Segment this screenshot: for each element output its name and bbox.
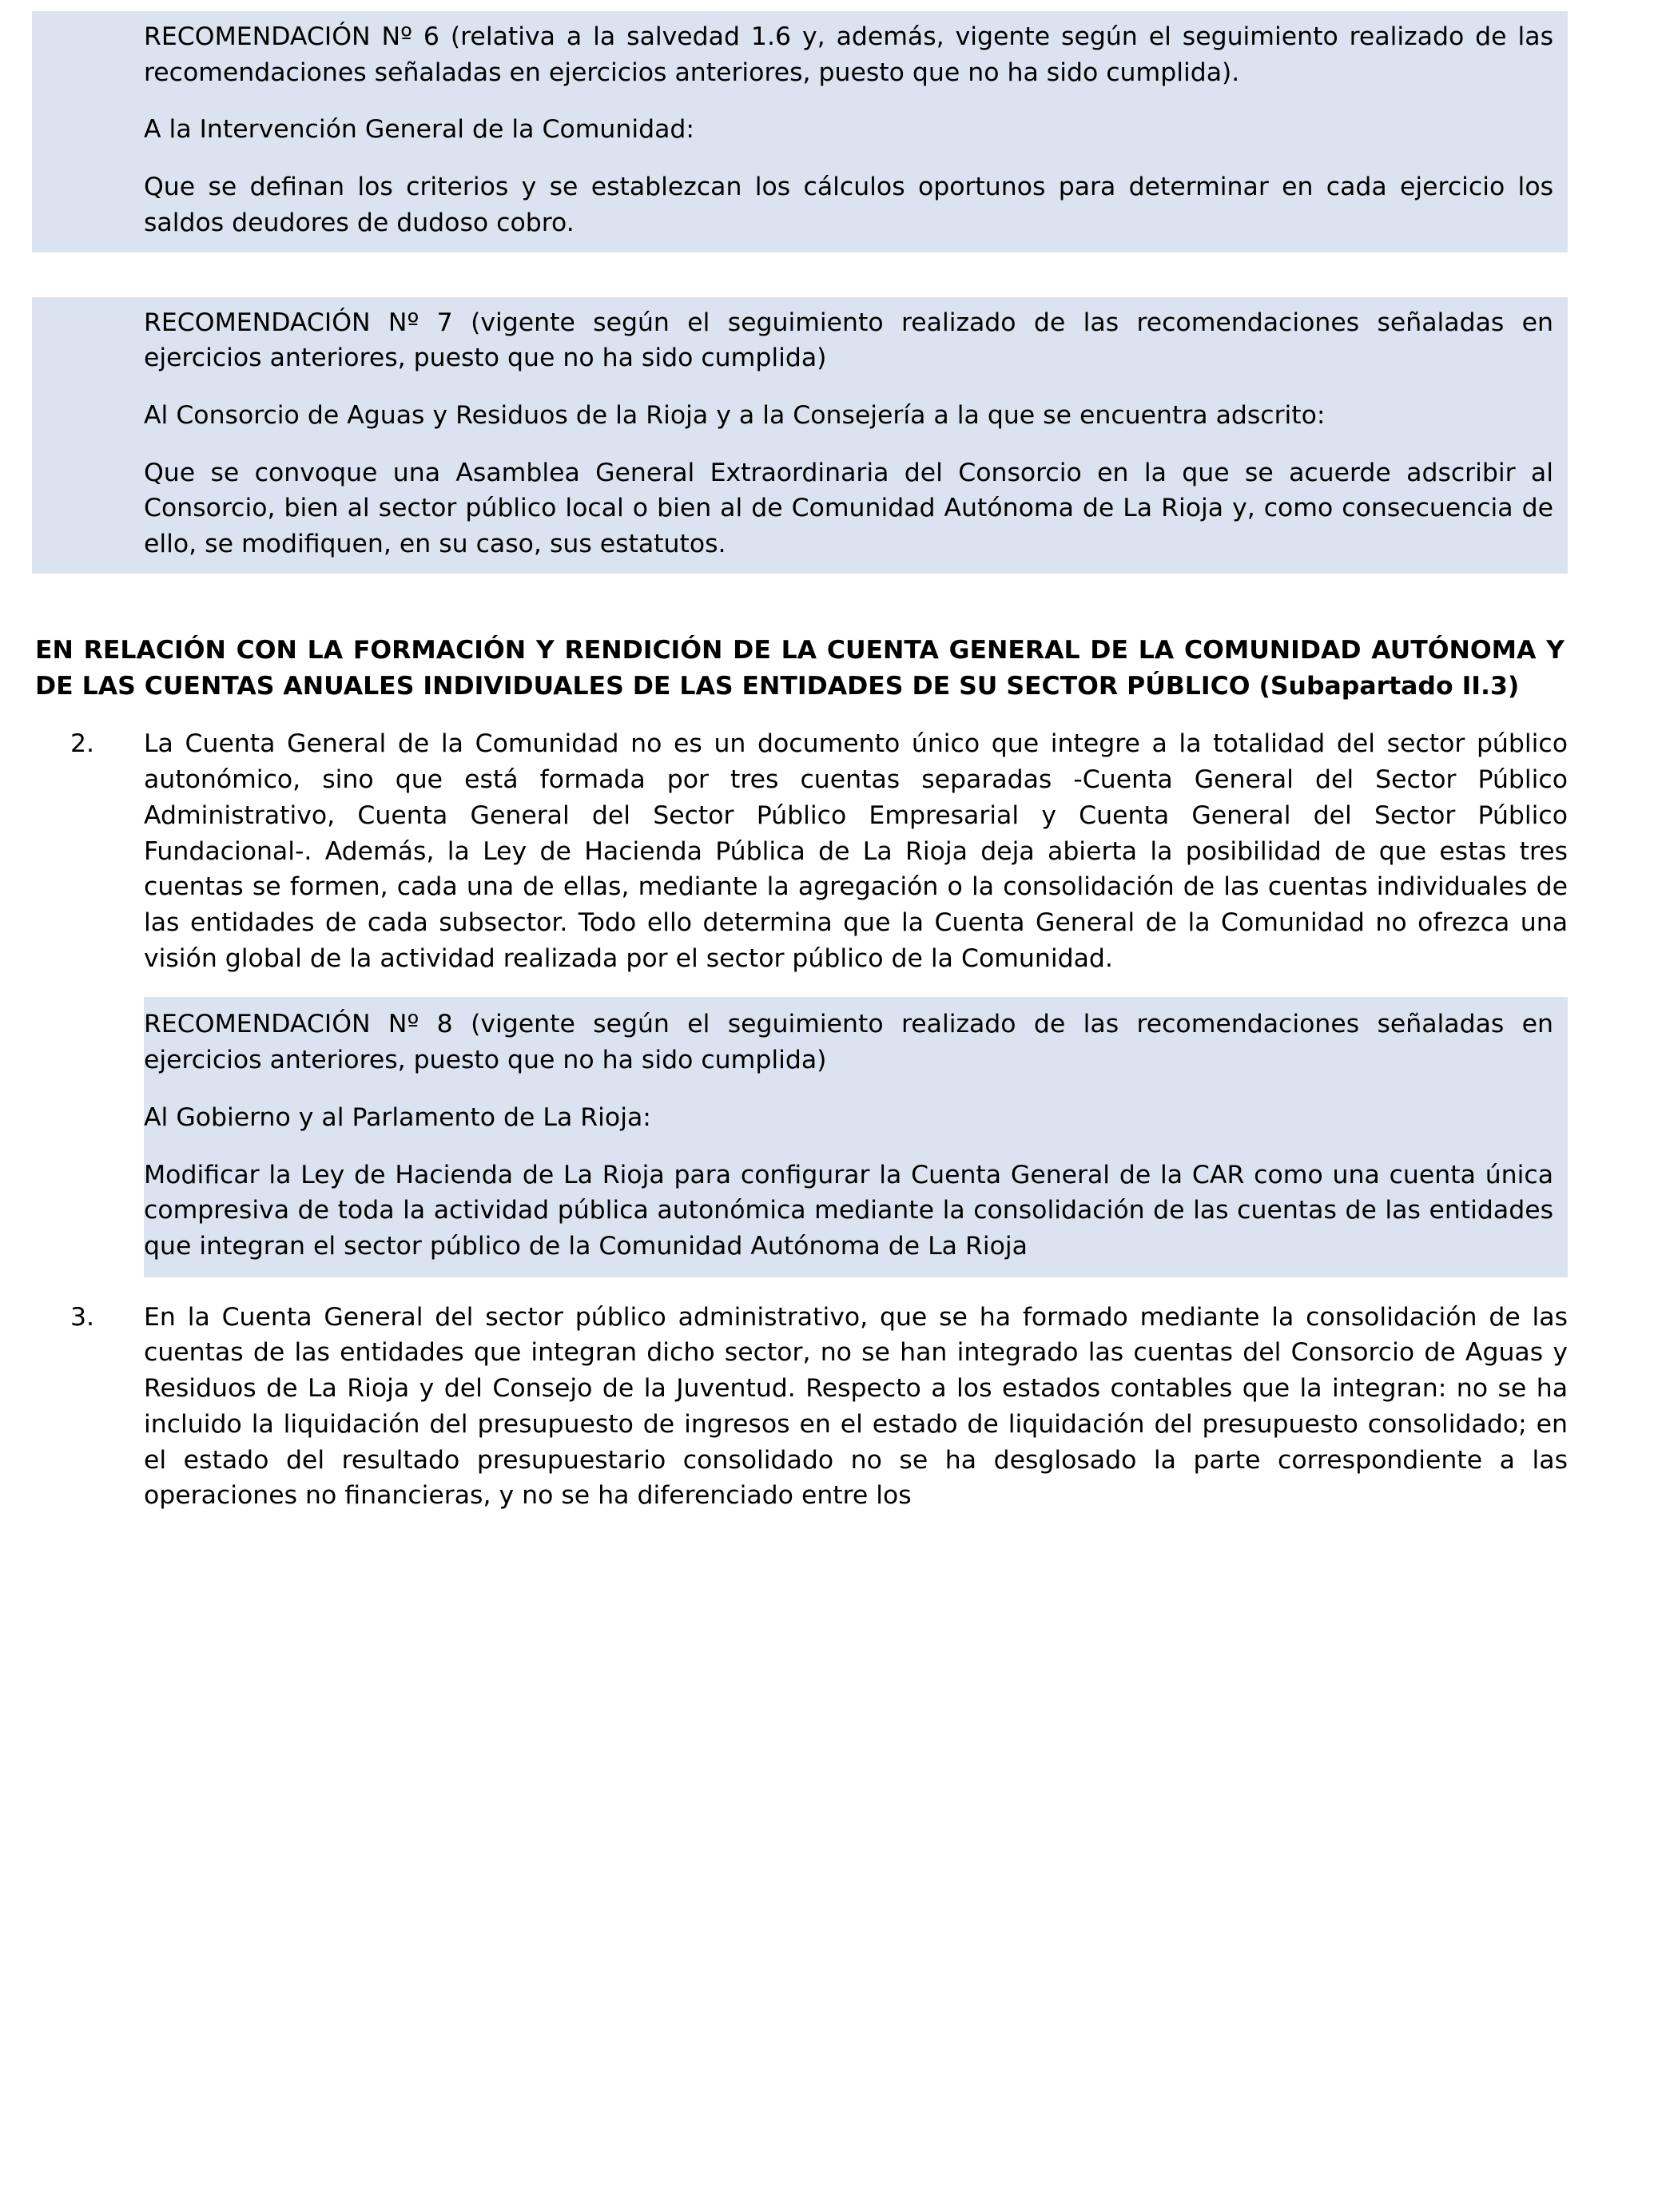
recommendation-6-addressee: A la Intervención General de la Comunidad: — [144, 115, 695, 145]
recommendation-8-block — [144, 997, 1568, 1277]
recommendation-8-title: RECOMENDACIÓN Nº 8 (vigente según el seguimiento realizado de las recomendaciones señaladas en ejercicios anteriores, puesto que no ha sido cumplida) — [144, 1010, 1553, 1075]
spacer-after-rec6 — [32, 252, 1568, 297]
list-item-3-number: 3. — [70, 1302, 95, 1332]
list-item-2-text: La Cuenta General de la Comunidad no es un documento único que integre a la totalidad del sector público autonómico, sino que está formada por tres cuentas separadas -Cuenta General del Sector Público Administrativo, Cuenta General del Sector Público Empresarial y Cuenta General del Sector Público Fundacional-. Además, la Ley de Hacienda Pública de La Rioja deja abierta la posibilidad de que estas tres cuentas se formen, cada una de ellas, mediante la agregación o la consolidación de las cuentas individuales de las entidades de cada subsector. Todo ello determina que la Cuenta General de la Comunidad no ofrezca una visión global de la actividad realizada por el sector público de la Comunidad. — [144, 729, 1568, 973]
section-heading: EN RELACIÓN CON LA FORMACIÓN Y RENDICIÓN DE LA CUENTA GENERAL DE LA COMUNIDAD AUTÓNOMA Y DE LAS CUENTAS ANUALES INDIVIDUALES DE LAS ENTIDADES DE SU SECTOR PÚBLICO (Subapartado II.3) — [35, 635, 1565, 701]
recommendation-6-text: Que se definan los criterios y se establezcan los cálculos oportunos para determinar en cada ejercicio los saldos deudores de dudoso cobro. — [144, 173, 1553, 237]
recommendation-7-title: RECOMENDACIÓN Nº 7 (vigente según el seguimiento realizado de las recomendaciones señaladas en ejercicios anteriores, puesto que no ha sido cumplida) — [144, 308, 1553, 373]
recommendation-7-addressee: Al Consorcio de Aguas y Residuos de la Rioja y a la Consejería a la que se encuentra adscrito: — [144, 401, 1326, 431]
recommendation-6-title: RECOMENDACIÓN Nº 6 (relativa a la salvedad 1.6 y, además, vigente según el seguimiento realizado de las recomendaciones señaladas en ejercicios anteriores, puesto que no ha sido cumplida). — [144, 22, 1553, 87]
recommendation-7-block — [32, 297, 1568, 574]
spacer-before-section-heading — [32, 574, 1568, 633]
list-item-2-number: 2. — [70, 729, 95, 759]
list-item-3 — [32, 1300, 1568, 1514]
spacer-after-section-heading — [32, 704, 1568, 726]
recommendation-7-text: Que se convoque una Asamblea General Extraordinaria del Consorcio en la que se acuerde adscribir al Consorcio, bien al sector público local o bien al de Comunidad Autónoma de La Rioja y, como consecuencia de ello, se modifiquen, en su caso, sus estatutos. — [144, 458, 1553, 559]
spacer-before-item3 — [32, 1277, 1568, 1300]
recommendation-8-addressee: Al Gobierno y al Parlamento de La Rioja: — [144, 1102, 651, 1132]
recommendation-8-text: Modificar la Ley de Hacienda de La Rioja para configurar la Cuenta General de la CAR como una cuenta única compresiva de toda la actividad pública autonómica mediante la consolidación de las cuentas de las entidades que integran el sector público de la Comunidad Autónoma de La Rioja — [144, 1160, 1553, 1261]
recommendation-6-block — [32, 11, 1568, 252]
list-item-3-text: En la Cuenta General del sector público administrativo, que se ha formado mediante la consolidación de las cuentas de las entidades que integran dicho sector, no se han integrado las cuentas del Consorcio de Aguas y Residuos de La Rioja y del Consejo de la Juventud. Respecto a los estados contables que la integran: no se ha incluido la liquidación del presupuesto de ingresos en el estado de liquidación del presupuesto consolidado; en el estado del resultado presupuestario consolidado no se ha desglosado la parte correspondiente a las operaciones no financieras, y no se ha diferenciado entre los — [144, 1302, 1568, 1511]
list-item-2 — [32, 726, 1568, 1277]
